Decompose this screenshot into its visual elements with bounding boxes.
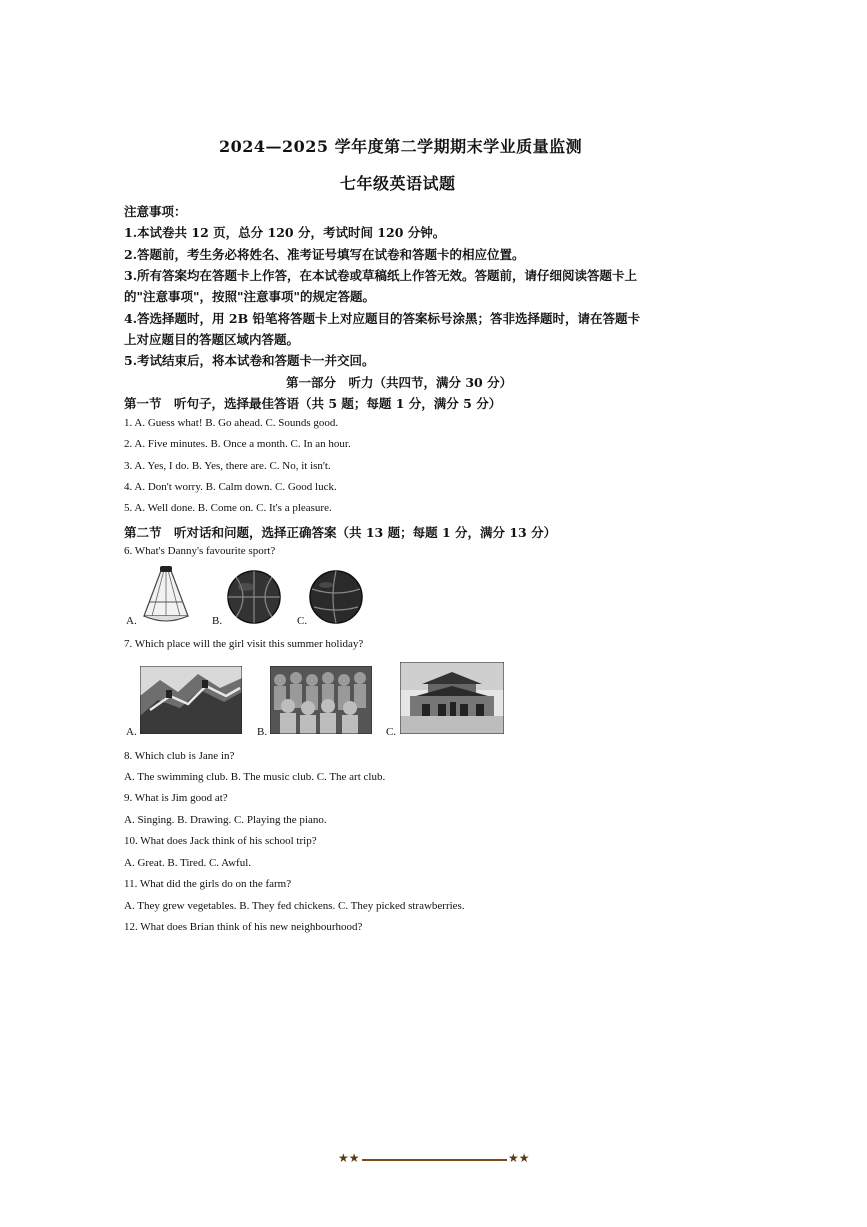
notice-line: 5.考试结束后，将本试卷和答题卡一并交回。 <box>124 353 375 368</box>
part1-heading: 第一部分 听力（共四节，满分 30 分） <box>286 375 513 390</box>
basketball-icon <box>226 569 282 625</box>
exam-title: 2024—2025 学年度第二学期期末学业质量监测 <box>219 137 583 156</box>
question-item: 3. A. Yes, I do. B. Yes, there are. C. No, it isn't. <box>124 460 331 472</box>
q6-label-c: C. <box>297 615 308 627</box>
question-item: 4. A. Don't worry. B. Calm down. C. Good luck. <box>124 481 337 493</box>
section2-heading: 第二节 听对话和问题，选择正确答案（共 13 题；每题 1 分，满分 13 分） <box>124 525 557 540</box>
volleyball-icon <box>308 569 364 625</box>
question-10: 10. What does Jack think of his school trip? <box>124 835 317 847</box>
footer-divider <box>362 1159 507 1161</box>
q7-label-a: A. <box>126 726 137 738</box>
terracotta-warriors-image <box>270 666 372 734</box>
question-9: 9. What is Jim good at? <box>124 792 228 804</box>
question-11: 11. What did the girls do on the farm? <box>124 878 292 890</box>
notice-line: 3.所有答案均在答题卡上作答，在本试卷或草稿纸上作答无效。答题前，请仔细阅读答题卡上 <box>124 268 638 283</box>
question-10-options: A. Great. B. Tired. C. Awful. <box>124 857 252 869</box>
question-7: 7. Which place will the girl visit this summer holiday? <box>124 638 364 650</box>
q7-label-c: C. <box>386 726 397 738</box>
great-wall-image <box>140 666 242 734</box>
notice-line: 的"注意事项"，按照"注意事项"的规定答题。 <box>124 289 376 304</box>
question-8-options: A. The swimming club. B. The music club. C. The art club. <box>124 771 386 783</box>
shuttlecock-icon <box>140 566 192 624</box>
question-9-options: A. Singing. B. Drawing. C. Playing the piano. <box>124 814 327 826</box>
tiananmen-image <box>400 662 504 734</box>
footer-stars-right: ★★ <box>508 1151 530 1165</box>
question-11-options: A. They grew vegetables. B. They fed chickens. C. They picked strawberries. <box>124 900 465 912</box>
q7-label-b: B. <box>257 726 268 738</box>
notice-line: 2.答题前，考生务必将姓名、准考证号填写在试卷和答题卡的相应位置。 <box>124 247 525 262</box>
question-item: 1. A. Guess what! B. Go ahead. C. Sounds good. <box>124 417 339 429</box>
question-6: 6. What's Danny's favourite sport? <box>124 545 276 557</box>
q6-label-a: A. <box>126 615 137 627</box>
exam-subtitle: 七年级英语试题 <box>340 174 456 193</box>
question-8: 8. Which club is Jane in? <box>124 750 235 762</box>
question-item: 5. A. Well done. B. Come on. C. It's a pleasure. <box>124 502 332 514</box>
q6-label-b: B. <box>212 615 223 627</box>
question-12: 12. What does Brian think of his new neighbourhood? <box>124 921 363 933</box>
section1-heading: 第一节 听句子，选择最佳答语（共 5 题；每题 1 分，满分 5 分） <box>124 396 502 411</box>
notice-line: 4.答选择题时，用 2B 铅笔将答题卡上对应题目的答案标号涂黑；答非选择题时，请在答题卡 <box>124 311 641 326</box>
question-item: 2. A. Five minutes. B. Once a month. C. In an hour. <box>124 438 351 450</box>
footer-stars-left: ★★ <box>338 1151 360 1165</box>
notice-line: 1.本试卷共 12 页，总分 120 分，考试时间 120 分钟。 <box>124 225 446 240</box>
notice-line: 上对应题目的答题区域内答题。 <box>124 332 300 347</box>
notice-heading: 注意事项： <box>124 204 187 219</box>
